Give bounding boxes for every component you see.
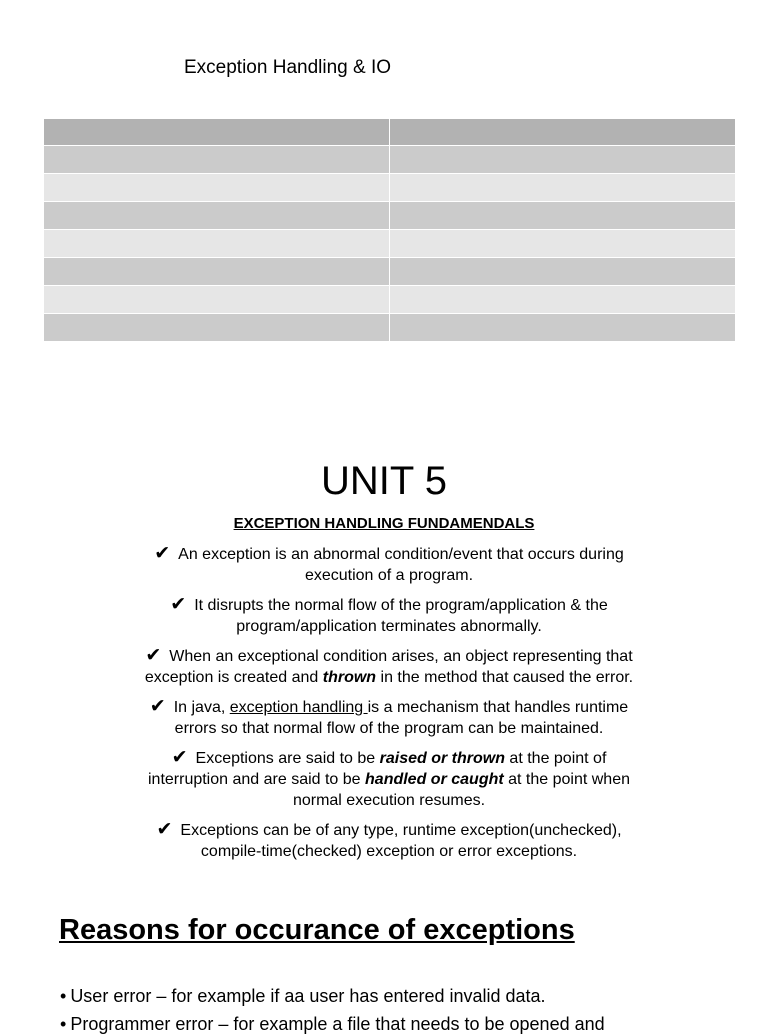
empty-table xyxy=(44,119,735,342)
bullet-list xyxy=(94,543,684,870)
table-row xyxy=(44,146,735,174)
bullet-text: is a mechanism that handles runtime xyxy=(367,699,629,716)
underlined-term: exception handling xyxy=(229,699,368,716)
table-cell xyxy=(389,202,735,230)
section-heading: EXCEPTION HANDLING FUNDAMENDALS xyxy=(233,515,535,532)
table-row xyxy=(44,258,735,286)
table-cell xyxy=(44,314,389,342)
reason-item xyxy=(60,1012,605,1036)
table-cell xyxy=(44,146,389,174)
bullet-item xyxy=(94,645,684,688)
bullet-text: interruption and are said to be xyxy=(147,771,366,788)
emphasis-text: handled or caught xyxy=(365,771,504,788)
table-header-row xyxy=(44,119,735,146)
bullet-text: It disrupts the normal flow of the program/application & the xyxy=(194,597,608,614)
bullet-dot: • xyxy=(60,986,67,1006)
document-title: Exception Handling & IO xyxy=(184,57,392,78)
bullet-item xyxy=(94,594,684,637)
table-row xyxy=(44,230,735,258)
reasons-heading: Reasons for occurance of exceptions xyxy=(59,914,575,946)
bullet-text: execution of a program. xyxy=(304,567,474,584)
table-cell xyxy=(44,286,389,314)
reason-text: Programmer error – for example a file that needs to be opened and xyxy=(70,1014,605,1034)
table-cell xyxy=(389,119,735,146)
checkmark-icon: ✔ xyxy=(145,645,162,666)
bullet-text: Exceptions can be of any type, runtime exception(unchecked), xyxy=(180,822,622,839)
table-cell xyxy=(389,230,735,258)
bullet-text: in the method that caused the error. xyxy=(376,669,634,686)
emphasis-text: thrown xyxy=(322,669,377,686)
table-cell xyxy=(44,119,389,146)
bullet-item xyxy=(94,696,684,739)
bullet-text: compile-time(checked) exception or error exceptions. xyxy=(200,843,578,860)
table-cell xyxy=(44,174,389,202)
bullet-text: at the point of xyxy=(504,750,607,767)
bullet-dot: • xyxy=(60,1014,67,1034)
checkmark-icon: ✔ xyxy=(170,594,187,615)
table-cell xyxy=(389,174,735,202)
unit-title: UNIT 5 xyxy=(321,459,447,503)
bullet-item xyxy=(94,819,684,862)
bullet-text: at the point when xyxy=(503,771,630,788)
bullet-text: Exceptions are said to be xyxy=(195,750,380,767)
table-cell xyxy=(389,146,735,174)
bullet-text: In java, xyxy=(173,699,230,716)
bullet-item xyxy=(94,747,684,811)
checkmark-icon: ✔ xyxy=(154,543,171,564)
bullet-text: normal execution resumes. xyxy=(292,792,486,809)
reason-item xyxy=(60,984,546,1008)
checkmark-icon: ✔ xyxy=(149,696,166,717)
table-cell xyxy=(389,286,735,314)
table-row xyxy=(44,174,735,202)
table-cell xyxy=(44,230,389,258)
table-row xyxy=(44,202,735,230)
bullet-text: When an exceptional condition arises, an object representing that xyxy=(169,648,633,665)
checkmark-icon: ✔ xyxy=(156,819,173,840)
table-row xyxy=(44,286,735,314)
table-cell xyxy=(44,202,389,230)
table-cell xyxy=(44,258,389,286)
table-cell xyxy=(389,314,735,342)
reason-text: User error – for example if aa user has entered invalid data. xyxy=(70,986,546,1006)
emphasis-text: raised or thrown xyxy=(379,750,505,767)
bullet-text: errors so that normal flow of the program can be maintained. xyxy=(174,720,604,737)
bullet-text: program/application terminates abnormally. xyxy=(236,618,542,635)
checkmark-icon: ✔ xyxy=(171,747,188,768)
table-row xyxy=(44,314,735,342)
bullet-text: exception is created and xyxy=(144,669,323,686)
bullet-text: An exception is an abnormal condition/event that occurs during xyxy=(178,546,624,563)
table-cell xyxy=(389,258,735,286)
bullet-item xyxy=(94,543,684,586)
